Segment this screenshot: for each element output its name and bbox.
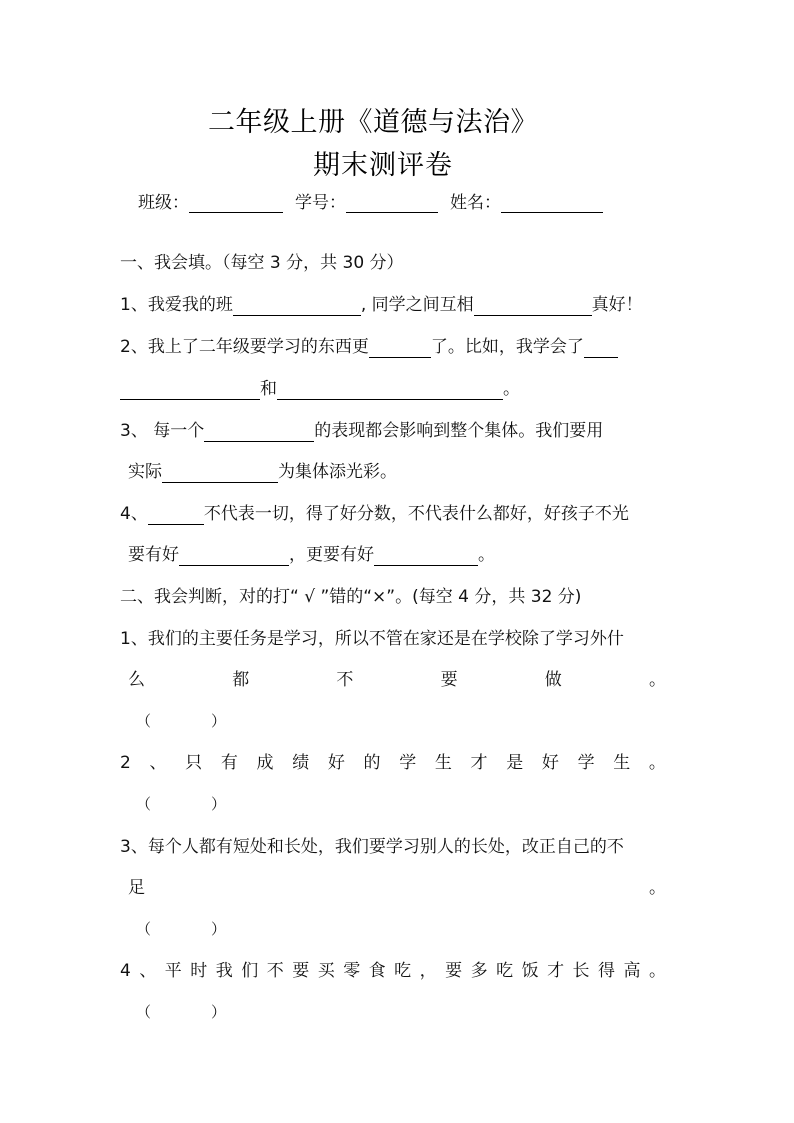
s2-q2-line1 xyxy=(120,752,666,774)
s1-q1-text-b: , 同学之间互相 xyxy=(360,295,474,315)
paren-open: （ xyxy=(136,795,152,813)
char: 好 xyxy=(327,753,345,773)
s2-q1-answer[interactable] xyxy=(136,710,226,731)
s1-q1-blank-1[interactable] xyxy=(233,297,361,316)
char: 食 xyxy=(368,961,386,981)
s1-q3-blank-1[interactable] xyxy=(204,423,314,442)
s1-q4-text-e: 。 xyxy=(478,545,495,565)
s2-q2-answer[interactable] xyxy=(136,793,226,814)
s1-q4-blank-2[interactable] xyxy=(179,547,289,566)
s1-q4-blank-3[interactable] xyxy=(374,547,478,566)
char: 要 xyxy=(440,670,458,690)
s2-q3-line2 xyxy=(128,877,666,899)
s1-q2-blank-2[interactable] xyxy=(584,339,618,358)
section1-heading: 一、我会填。（每空 3 分，共 30 分） xyxy=(120,253,404,273)
char: 生 xyxy=(434,753,452,773)
student-info-row xyxy=(138,188,603,213)
s1-question-2 xyxy=(120,336,618,358)
char: 好 xyxy=(541,753,559,773)
name-label: 姓名： xyxy=(450,193,501,213)
s1-question-2-cont xyxy=(120,378,520,400)
s1-q2-text-d: 。 xyxy=(503,379,520,399)
s1-q4-text-b: 不代表一切，得了好分数，不代表什么都好，好孩子不光 xyxy=(203,504,629,524)
paren-open: （ xyxy=(136,920,152,938)
char: 零 xyxy=(343,961,361,981)
char: 多 xyxy=(470,961,488,981)
number-label: 学号： xyxy=(295,193,346,213)
char: 学 xyxy=(577,753,595,773)
s1-q3-text-b: 的表现都会影响到整个集体。我们要用 xyxy=(314,421,604,441)
char: 生 xyxy=(613,753,631,773)
char: 我 xyxy=(215,961,233,981)
char: 2 xyxy=(120,753,131,773)
s1-q2-blank-2b[interactable] xyxy=(120,381,260,400)
s2-q3-line1: 3、每个人都有短处和长处，我们要学习别人的长处，改正自己的不 xyxy=(120,837,624,857)
char: 绩 xyxy=(292,753,310,773)
s1-question-3-cont xyxy=(128,461,397,483)
char: 吃 xyxy=(496,961,514,981)
s1-q2-text-b: 了。比如，我学会了 xyxy=(430,337,584,357)
char: 买 xyxy=(317,961,335,981)
char: 高 xyxy=(623,961,641,981)
char: 。 xyxy=(649,961,666,981)
char: 。 xyxy=(648,753,666,773)
char: 。 xyxy=(649,878,666,898)
paren-close: ） xyxy=(211,795,227,813)
s1-q2-blank-1[interactable] xyxy=(369,339,431,358)
s2-q1-line2 xyxy=(128,669,666,691)
paren-close: ） xyxy=(211,1003,227,1021)
s1-q3-text-c: 实际 xyxy=(128,462,162,482)
char: 做 xyxy=(544,670,562,690)
char: 得 xyxy=(598,961,616,981)
s1-question-3 xyxy=(120,420,603,442)
char: 么 xyxy=(128,670,145,690)
char: 不 xyxy=(266,961,284,981)
s1-q1-blank-2[interactable] xyxy=(474,297,592,316)
char: 都 xyxy=(232,670,250,690)
s1-question-1 xyxy=(120,294,643,316)
char: ， xyxy=(419,961,437,981)
char: 是 xyxy=(506,753,524,773)
char: 要 xyxy=(445,961,463,981)
char: 有 xyxy=(220,753,238,773)
class-label: 班级： xyxy=(138,193,189,213)
s2-q3-answer[interactable] xyxy=(136,918,226,939)
name-field[interactable] xyxy=(501,194,603,213)
s1-q2-text-a: 2、我上了二年级要学习的东西更 xyxy=(120,337,369,357)
char: 们 xyxy=(241,961,259,981)
class-field[interactable] xyxy=(189,194,283,213)
char: 才 xyxy=(547,961,565,981)
paren-open: （ xyxy=(136,1003,152,1021)
char: 不 xyxy=(336,670,354,690)
char: 学 xyxy=(399,753,417,773)
s1-q4-text-c: 要有好 xyxy=(128,545,179,565)
char: 才 xyxy=(470,753,488,773)
char: 长 xyxy=(572,961,590,981)
char: 要 xyxy=(292,961,310,981)
s1-q3-text-a: 3、 每一个 xyxy=(120,421,205,441)
s1-q3-text-d: 为集体添光彩。 xyxy=(278,462,397,482)
s1-q4-text-a: 4、 xyxy=(120,504,148,524)
s1-question-4 xyxy=(120,503,629,525)
char: 饭 xyxy=(521,961,539,981)
paren-close: ） xyxy=(211,712,227,730)
s2-q4-line1 xyxy=(120,960,666,982)
page-title: 二年级上册《道德与法治》 xyxy=(208,107,538,138)
s1-q2-text-c: 和 xyxy=(260,379,277,399)
char: 成 xyxy=(256,753,274,773)
char: 只 xyxy=(185,753,203,773)
s1-q1-text-a: 1、我爱我的班 xyxy=(120,295,233,315)
paren-open: （ xyxy=(136,712,152,730)
s1-q4-text-d: ，更要有好 xyxy=(289,545,374,565)
char: 时 xyxy=(190,961,208,981)
s1-q3-blank-2[interactable] xyxy=(162,464,278,483)
char: 平 xyxy=(164,961,182,981)
char: 4 xyxy=(120,961,131,981)
s2-q1-line1: 1、我们的主要任务是学习，所以不管在家还是在学校除了学习外什 xyxy=(120,629,624,649)
char: 吃 xyxy=(394,961,412,981)
s1-q2-blank-3[interactable] xyxy=(277,381,503,400)
char: 。 xyxy=(648,670,666,690)
s1-question-4-cont xyxy=(128,544,495,566)
s1-q4-blank-1[interactable] xyxy=(148,506,204,525)
section2-heading: 二、我会判断，对的打“ √ ”错的“×”。(每空 4 分，共 32 分) xyxy=(120,587,582,607)
char: 、 xyxy=(149,753,167,773)
s2-q4-answer[interactable] xyxy=(136,1001,226,1022)
number-field[interactable] xyxy=(346,194,438,213)
page-subtitle: 期末测评卷 xyxy=(313,150,453,181)
char: 、 xyxy=(139,961,157,981)
s1-q1-text-c: 真好！ xyxy=(591,295,643,315)
char: 的 xyxy=(363,753,381,773)
paren-close: ） xyxy=(211,920,227,938)
char: 足 xyxy=(128,878,145,898)
